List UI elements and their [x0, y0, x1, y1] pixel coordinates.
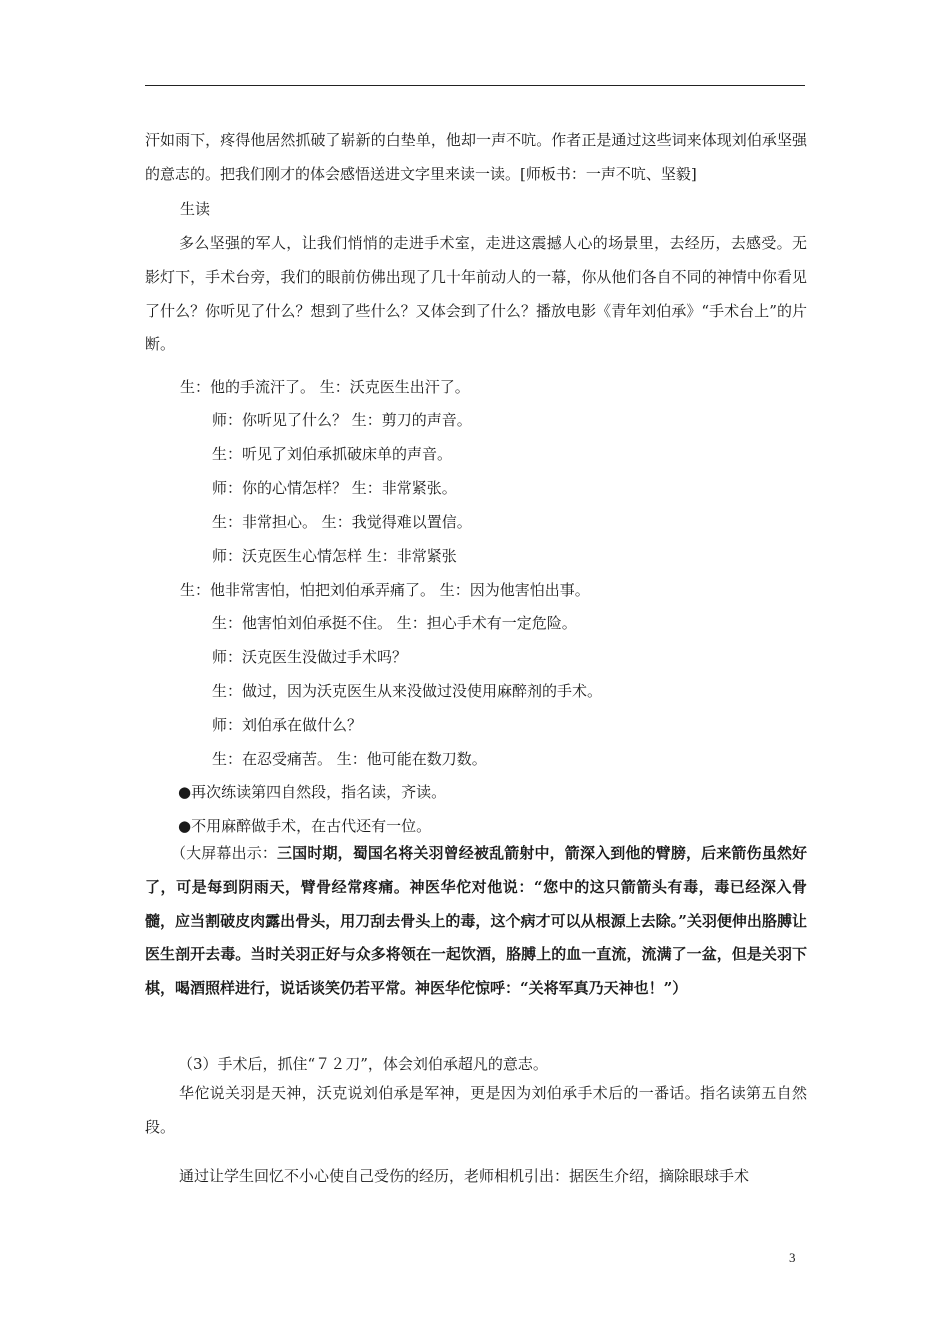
dialogue-line: 生：在忍受痛苦。 生：他可能在数刀数。 — [212, 750, 487, 768]
dialogue-line: 师：你听见了什么？ 生：剪刀的声音。 — [212, 411, 472, 429]
dialogue-line: 生：听见了刘伯承抓破床单的声音。 — [212, 445, 453, 463]
page-number: 3 — [789, 1250, 796, 1265]
bullet-item: ●再次练读第四自然段，指名读，齐读。 — [178, 783, 447, 801]
dialogue-line: 生：他非常害怕，怕把刘伯承弄痛了。 生：因为他害怕出事。 — [180, 581, 590, 599]
dialogue-line: 师：沃克医生没做过手术吗？ — [212, 648, 408, 666]
header-rule — [145, 85, 805, 86]
step-three: （3）手术后，抓住“７２刀”，体会刘伯承超凡的意志。 — [178, 1055, 548, 1073]
dialogue-line: 师：刘伯承在做什么？ — [212, 716, 363, 734]
dialogue-line: 生：非常担心。 生：我觉得难以置信。 — [212, 513, 472, 531]
story-text: 三国时期，蜀国名将关羽曾经被乱箭射中，箭深入到他的臂膀，后来箭伤虽然好了，可是每到阴雨天，臂骨经常疼痛。神医华佗对他说：“您中的这只箭箭头有毒，毒已经深入骨髓，应当割破皮肉露出骨头，用刀刮去骨头上的毒，这个病才可以从根源上去除。”关羽便伸出胳膊让医生剖开去毒。当时关羽正好与众多将领在一起饮酒，胳膊上的血一直流，流满了一盆，但是关羽下棋，喝酒照样进行，说话谈笑仍若平常。神医华佗惊呼：“关将军真乃天神也！”） — [145, 844, 807, 998]
paragraph-student-reads: 生读 — [180, 200, 211, 218]
paragraph-military-god: 华佗说关羽是天神，沃克说刘伯承是军神，更是因为刘伯承手术后的一番话。指名读第五自然段。 — [145, 1084, 807, 1136]
bullet-item: ●不用麻醉做手术，在古代还有一位。 — [178, 817, 432, 835]
paragraph-continued: 汗如雨下，疼得他居然抓破了崭新的白垫单，他却一声不吭。作者正是通过这些词来体现刘伯承坚强的意志的。把我们刚才的体会感悟送进文字里来读一读。[师板书：一声不吭、坚毅] — [145, 131, 807, 183]
paragraph-operating-room: 多么坚强的军人，让我们悄悄的走进手术室，走进这震撼人心的场景里，去经历，去感受。无影灯下，手术台旁，我们的眼前仿佛出现了几十年前动人的一幕，你从他们各自不同的神情中你看见了什么？你听见了什么？想到了些什么？又体会到了什么？播放电影《青年刘伯承》“手术台上”的片断。 — [145, 234, 807, 354]
dialogue-line: 生：他的手流汗了。 生：沃克医生出汗了。 — [180, 378, 470, 396]
dialogue-line: 生：他害怕刘伯承挺不住。 生：担心手术有一定危险。 — [212, 614, 577, 632]
dialogue-line: 师：你的心情怎样？ 生：非常紧张。 — [212, 479, 457, 497]
paragraph-recall-injury: 通过让学生回忆不小心使自己受伤的经历，老师相机引出：据医生介绍，摘除眼球手术 — [179, 1167, 750, 1185]
story-prefix: （大屏幕出示： — [171, 844, 278, 862]
dialogue-line: 师：沃克医生心情怎样 生：非常紧张 — [212, 547, 457, 565]
story-guan-yu — [145, 837, 807, 1006]
dialogue-line: 生：做过，因为沃克医生从来没做过没使用麻醉剂的手术。 — [212, 682, 603, 700]
